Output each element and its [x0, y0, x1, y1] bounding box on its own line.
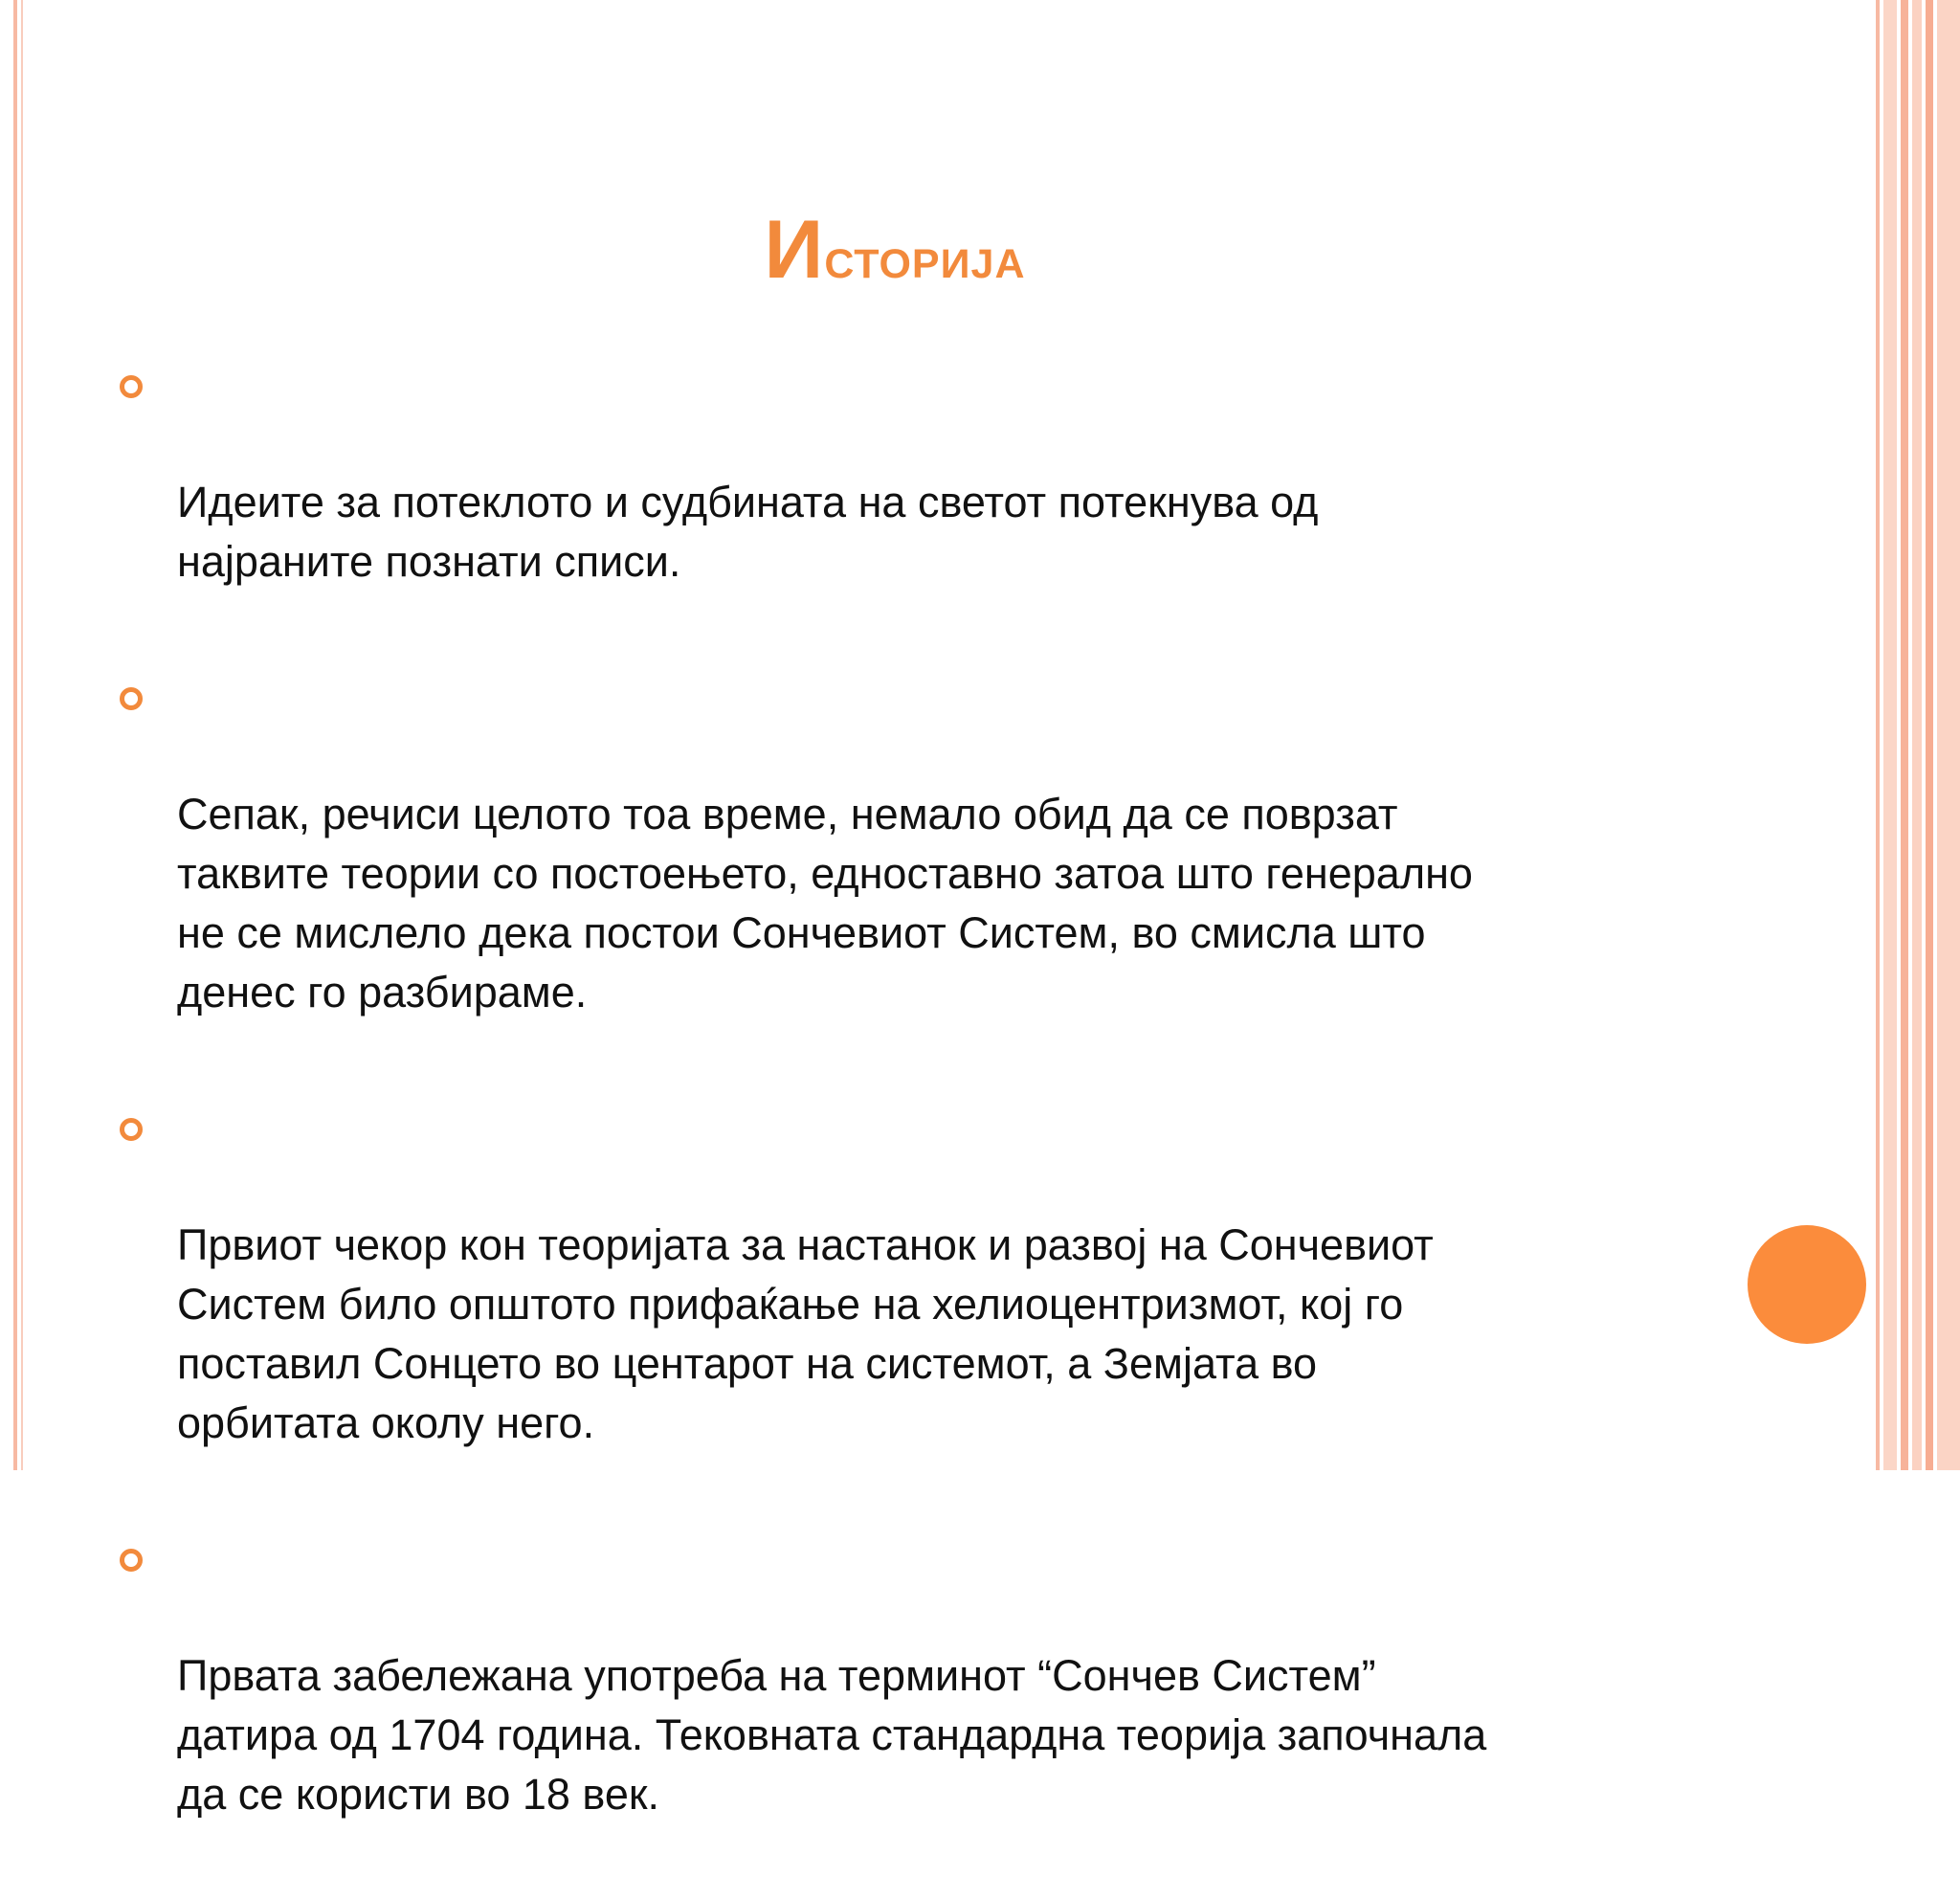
bullet-text: Сепак, речиси целото тоа време, немало обид да се поврзат таквите теории со постоењето, едноставно затоа што генерално не се мислело дека постои Сончевиот Систем, во смисла што денес го разбираме.	[177, 790, 1473, 1017]
slide-title	[0, 201, 1790, 300]
ring-bullet-icon	[120, 687, 143, 710]
right-stripe	[1901, 0, 1908, 1470]
ring-bullet-icon	[120, 1118, 143, 1141]
bullet-text: Првата забележана употреба на терминот “Сончев Систем” датира од 1704 година. Тековната стандардна теорија започнала да се користи во 18 век.	[177, 1651, 1487, 1819]
list-item	[120, 354, 1747, 651]
list-item	[120, 666, 1747, 1082]
right-stripe	[1926, 0, 1933, 1470]
right-stripe	[1937, 0, 1960, 1470]
orange-circle-decoration	[1748, 1225, 1866, 1344]
right-stripe	[1876, 0, 1880, 1470]
bullet-text: Идеите за потеклото и судбината на светот потекнува од најраните познати списи.	[177, 478, 1319, 586]
bullet-text: Првиот чекор кон теоријата за настанок и развој на Сончевиот Систем било општото прифаќање на хелиоцентризмот, кој го поставил Сонцето во центарот на системот, а Земјата во орбитата околу него.	[177, 1220, 1434, 1447]
ring-bullet-icon	[120, 1549, 143, 1572]
slide-title-initial: И	[764, 204, 825, 296]
right-stripe	[1912, 0, 1922, 1470]
right-stripe	[1883, 0, 1897, 1470]
bullet-list	[120, 354, 1747, 1899]
list-item	[120, 1528, 1747, 1884]
slide-title-rest: сторија	[824, 225, 1026, 291]
list-item	[120, 1097, 1747, 1512]
ring-bullet-icon	[120, 375, 143, 398]
